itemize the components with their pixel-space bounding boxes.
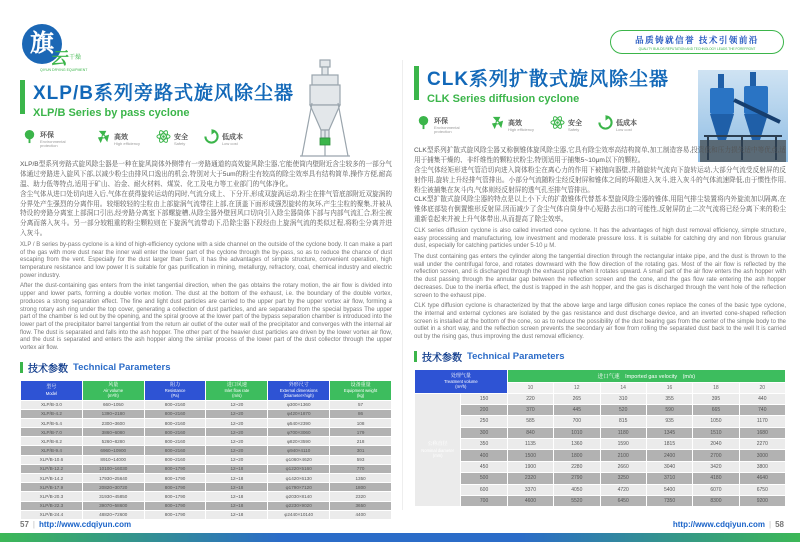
table-cell: 370	[507, 404, 553, 415]
table-cell: 12~18	[206, 510, 268, 519]
table-cell: φ420×1870	[268, 409, 330, 418]
left-features-row	[22, 126, 392, 152]
feature-label-en: Low cost	[615, 126, 632, 132]
right-page-subtitle: CLK Series diffusion cyclone	[427, 93, 580, 105]
table-row	[21, 455, 392, 464]
table-cell: 3860~6080	[82, 428, 144, 437]
feature-item	[204, 129, 243, 149]
table-cell: 12~20	[206, 409, 268, 418]
table-cell: 1180	[600, 427, 646, 438]
column-header: 风量 Air volume (m³/h)	[82, 380, 144, 400]
table-cell: 4180	[693, 473, 739, 484]
table-cell: 4640	[739, 473, 785, 484]
table-cell: XLP/B-9.4	[21, 446, 83, 455]
xlpb-spec-table	[20, 380, 392, 520]
table-cell: 2270	[739, 439, 785, 450]
table-cell: 1390~2180	[82, 409, 144, 418]
fan-icon	[96, 129, 111, 149]
table-row	[415, 473, 786, 484]
column-header: 外形尺寸 External dimensions (Diameter×high)	[268, 380, 330, 400]
diameter-cell: 350	[461, 439, 507, 450]
table-cell: 12~20	[206, 437, 268, 446]
table-cell: 9200	[739, 495, 785, 506]
table-cell: 1800	[330, 483, 392, 492]
logo-flag-icon: 旗	[22, 24, 62, 64]
atom-icon	[156, 129, 171, 149]
logo-english-text: QIYUN DRYING EQUIPMENT	[40, 68, 88, 72]
right-footer	[673, 520, 784, 529]
table-cell: 585	[507, 416, 553, 427]
company-logo	[22, 24, 142, 78]
table-cell: 265	[554, 393, 600, 404]
table-cell: XLP/B-22.3	[21, 501, 83, 510]
table-cell: φ2440×10140	[268, 510, 330, 519]
table-cell: 3370	[507, 484, 553, 495]
slogan-english: QUALITY BUILDS REPUTATION AND TECHNOLOGY LEADS THE FOREFRONT	[638, 47, 756, 51]
table-row	[415, 416, 786, 427]
feature-label-en: Safety	[567, 126, 580, 132]
table-cell: 12~18	[206, 501, 268, 510]
table-cell: 1360	[554, 439, 600, 450]
table-cell: 6960~10900	[82, 446, 144, 455]
table-cell: 700	[554, 416, 600, 427]
table-cell: XLP/B-4.2	[21, 409, 83, 418]
feature-label-en: Safety	[173, 140, 186, 146]
section-accent-bar	[20, 362, 23, 373]
feature-label-cn: 安全	[173, 133, 188, 141]
diameter-cell: 200	[461, 404, 507, 415]
table-row	[21, 446, 392, 455]
velocity-header: 进口气速 Imported gas velocity (m/s)	[507, 369, 785, 382]
fan-icon	[490, 115, 505, 135]
left-page-subtitle: XLP/B Series by pass cyclone	[33, 107, 190, 119]
table-cell: 2040	[693, 439, 739, 450]
table-cell: 355	[646, 393, 692, 404]
table-cell: 3040	[646, 461, 692, 472]
right-section-heading	[414, 349, 786, 364]
table-cell: 935	[646, 416, 692, 427]
table-cell: 800~2160	[144, 418, 206, 427]
table-cell: 1350	[330, 474, 392, 483]
quality-slogan-badge	[610, 30, 784, 54]
table-cell: 6450	[600, 495, 646, 506]
table-row	[415, 393, 786, 404]
table-cell: 12~20	[206, 455, 268, 464]
diameter-cell: 250	[461, 416, 507, 427]
table-row	[21, 510, 392, 519]
table-cell: 800~2160	[144, 455, 206, 464]
table-cell: 4720	[600, 484, 646, 495]
table-cell: 1500	[507, 450, 553, 461]
table-cell: 1815	[646, 439, 692, 450]
table-cell: 12~20	[206, 428, 268, 437]
table-cell: 1170	[739, 416, 785, 427]
table-cell: 10100~16030	[82, 464, 144, 473]
xlpb-table-head	[21, 380, 392, 400]
table-cell: 310	[600, 393, 646, 404]
table-cell: 4050	[554, 484, 600, 495]
right-body-cn-p2: 含尘气体经矩形进气管沿切向进入筒体粉尘在离心力的作用下被抛向器壁,并随旋转气流向下旋转运动,大部分气流受反射屏的反射作用,旋转上升经排气管排出。小部分气流随粉尘经反射屏和锥体之间的环隙进入灰斗,进入灰斗的气体流速降低,由于惯性作用,粉尘被捕集在灰斗内,气体则经反射屏的透气孔至排气管排出。	[414, 166, 786, 194]
velocity-value-header: 20	[739, 382, 785, 393]
table-cell: 12~20	[206, 418, 268, 427]
xlpb-table-body	[21, 400, 392, 519]
table-cell: XLP/B-7.0	[21, 428, 83, 437]
table-cell: 6750	[739, 484, 785, 495]
table-cell: XLP/B-24.4	[21, 510, 83, 519]
table-cell: 31930~45850	[82, 492, 144, 501]
table-cell: 815	[600, 416, 646, 427]
feature-item	[156, 129, 188, 149]
right-page-title: CLK系列扩散式旋风除尘器	[427, 69, 670, 90]
table-cell: 4400	[330, 510, 392, 519]
table-row	[415, 484, 786, 495]
table-cell: 800~1790	[144, 492, 206, 501]
table-cell: 5260~8280	[82, 437, 144, 446]
diameter-cell: 700	[461, 495, 507, 506]
table-cell: 108	[330, 418, 392, 427]
table-cell: XLP/B-5.4	[21, 418, 83, 427]
section-title-cn: 技术参数	[28, 363, 68, 375]
table-row	[21, 418, 392, 427]
atom-icon	[550, 115, 565, 135]
section-title-cn: 技术参数	[422, 352, 462, 364]
table-row	[21, 409, 392, 418]
table-cell: 665	[693, 404, 739, 415]
table-cell: 770	[330, 464, 392, 473]
table-cell: 2320	[507, 473, 553, 484]
table-row	[21, 483, 392, 492]
recycle-icon	[598, 115, 613, 135]
table-cell: XLP/B-10.6	[21, 455, 83, 464]
table-cell: 740	[739, 404, 785, 415]
page-divider	[402, 60, 403, 510]
feature-label-en: Environmental protection	[40, 138, 66, 148]
table-cell: 220	[507, 393, 553, 404]
slogan-chinese: 品质铸就信誉 技术引领前沿	[635, 35, 759, 45]
table-cell: 12~20	[206, 400, 268, 409]
column-header: 设备重量 Equipment weight (kg)	[330, 380, 392, 400]
right-page-number: 58	[775, 520, 784, 529]
table-cell: 800~2160	[144, 446, 206, 455]
left-body-en-p2: After the dust-containing gas enters from the inlet tangential direction, when the gas obtains the rotary motion, the air flow is divided into upper and lower parts, forming a double vortex motion. The dust at the bottom of the exhaust, i.e. the boundary of the double vortex, produces a strong separation effect. The fine and light dust particles are carried to the upper part by the upper vortex air flow, forming a strong rotary ash ring under the top cover, generating a collection of dust particles, and are separated from the special bypass The upper part of the chamber is led out by the opening, and the spiral groove at the lower part of the bypass separation chamber is introduced into the lower part of the precipitator barrel tangential from the return air outlet of the outer wall of the precipitator and converges with the internal air flow. The dust is separated and falls into the ash hopper. The other part of the heavier dust particles are driven by the lower vortex air flow, and the dust is separated and enters the ash hopper along the similar process of the lower part of the dust collector through the upper vortex air flow.	[20, 283, 392, 351]
table-cell: 1900	[507, 461, 553, 472]
table-row	[21, 474, 392, 483]
feature-label-en: High efficiency	[114, 140, 140, 146]
table-cell: 8910~14000	[82, 455, 144, 464]
table-row	[21, 400, 392, 409]
diameter-cell: 500	[461, 473, 507, 484]
diameter-cell: 600	[461, 484, 507, 495]
table-cell: 800~2160	[144, 437, 206, 446]
feature-label-cn: 低成本	[615, 119, 637, 127]
feature-label-cn: 高效	[508, 119, 522, 127]
feature-item	[490, 115, 534, 135]
table-cell: φ1060×4620	[268, 455, 330, 464]
left-footer	[20, 520, 131, 529]
tree-icon	[22, 129, 37, 149]
logo-subtext: 干燥	[69, 55, 82, 61]
table-cell: 3000	[739, 450, 785, 461]
velocity-value-header: 12	[554, 382, 600, 393]
feature-item	[598, 115, 637, 135]
velocity-value-header: 18	[693, 382, 739, 393]
right-page	[414, 64, 786, 507]
table-cell: 1345	[646, 427, 692, 438]
left-body-en-p1: XLP / B series by-pass cyclone is a kind of high-efficiency cyclone with a side channel on the outside of the cyclone body. It can make a part of the gas with more dust near the inner wall enter the lower part of the cyclone through the by-pass, so as to reduce the chance of dust escaping from the vent. Especially for the dust larger than 5um, it has the advantages of simple structure, convenient operation, high temperature resistance and low power It is suitable for gas purification in mining, metallurgy, refractory, coal, chemical industry and electric power industry.	[20, 242, 392, 279]
table-cell: 8300	[693, 495, 739, 506]
table-cell: 1680	[739, 427, 785, 438]
right-body-cn-p3: CLK型扩散式旋风除尘器的特点是以上小下大的扩散锥体代替基本型旋风除尘器的锥体,用阻气排尘装置将内外旋流加以隔离,在锥体底部装有倒置锥形反射屏,因而减少了含尘气体自筒身中心短路去出口的可能性,反射屏防止二次气流将已经分离下来的粉尘重新卷起来并被上升气体带出,从而提高了除尘效率。	[414, 196, 786, 224]
column-header: 进口风速 Inlet flow rate (m/s)	[206, 380, 268, 400]
left-section-heading	[20, 360, 392, 375]
corner-header: 处理气量 Treatment volume (m³/h)	[415, 369, 508, 393]
table-cell: 2400	[646, 450, 692, 461]
right-features-row	[416, 112, 676, 138]
bottom-accent-bar	[0, 533, 800, 542]
table-cell: 12~18	[206, 474, 268, 483]
table-cell: 2300~3600	[82, 418, 144, 427]
table-cell: 800~1790	[144, 483, 206, 492]
column-header: 阻力 Resistance (Pa)	[144, 380, 206, 400]
table-cell: 800~1790	[144, 501, 206, 510]
table-cell: XLP/B-12.2	[21, 464, 83, 473]
right-body-cn-p1: CLK型系列扩散式旋风除尘器又称倒锥体旋风除尘器,它具有除尘效率高结构简单,加工制造容易,投资低和压力损失适中等优点,适用于捕集干燥的、非纤维性的颗粒状粉尘,特别适用于捕集5~10μm以下的颗粒。	[414, 147, 786, 164]
feature-label-en: Environmental protection	[434, 124, 460, 134]
table-cell: φ2230×9020	[268, 501, 330, 510]
diameter-cell: 400	[461, 450, 507, 461]
section-title-en: Technical Parameters	[467, 350, 565, 362]
left-title-block	[20, 78, 392, 119]
table-cell: 4600	[507, 495, 553, 506]
table-cell: XLP/B-17.9	[21, 483, 83, 492]
table-cell: 1800	[554, 450, 600, 461]
feature-label-cn: 低成本	[221, 133, 243, 141]
table-cell: 301	[330, 446, 392, 455]
feature-label-cn: 安全	[567, 119, 582, 127]
table-cell: 800~2160	[144, 409, 206, 418]
table-row	[415, 427, 786, 438]
table-cell: 395	[693, 393, 739, 404]
table-row	[21, 492, 392, 501]
table-cell: 2100	[600, 450, 646, 461]
feature-label-cn: 环保	[434, 117, 448, 125]
table-cell: 7350	[646, 495, 692, 506]
velocity-value-header: 10	[507, 382, 553, 393]
left-page-title: XLP/B系列旁路式旋风除尘器	[33, 83, 294, 104]
diameter-cell: 150	[461, 393, 507, 404]
table-cell: 2280	[554, 461, 600, 472]
website-link[interactable]: http://www.cdqiyun.com	[38, 520, 132, 529]
table-cell: 5400	[646, 484, 692, 495]
table-row	[415, 450, 786, 461]
table-cell: φ940×4110	[268, 446, 330, 455]
table-cell: φ540×2390	[268, 418, 330, 427]
tree-icon	[416, 115, 431, 135]
left-page	[20, 78, 392, 520]
table-cell: XLP/B-3.0	[21, 400, 83, 409]
table-cell: XLP/B-8.2	[21, 437, 83, 446]
table-cell: 1050	[693, 416, 739, 427]
table-cell: 800~1790	[144, 474, 206, 483]
table-cell: 17930~25640	[82, 474, 144, 483]
table-cell: 12~18	[206, 483, 268, 492]
table-cell: 3650	[330, 501, 392, 510]
table-cell: 800~2160	[144, 400, 206, 409]
table-cell: φ2030×8140	[268, 492, 330, 501]
table-row	[21, 428, 392, 437]
table-cell: 86	[330, 409, 392, 418]
feature-item	[96, 129, 140, 149]
table-cell: φ820×3590	[268, 437, 330, 446]
left-body-cn-p2: 含尘气体从进口处切向进入后,气体在获得旋转运动的同时,气流分成上、下分开,形成双旋涡运动,粉尘在排气管底部附近双旋涡的分界处产生强烈的分离作用。较细较轻的尘粒由上部旋涡气流带往上部,在顶盖下面形成强烈旋转的灰环,产生尘粒的聚集,并被从特设的旁路分离室上部洞口引出,经旁路分离室下部螺旋槽,从除尘器外壁回风口切向引入除尘器筒体下部与内部气流汇合,粉尘被分离而落入灰斗。另一部分较粗重的粉尘颗粒则在下旋涡气流带动下,沿除尘器下段经由上旋涡气流的类似过程,将粉尘分离并进入灰斗。	[20, 190, 392, 238]
table-cell: 593	[330, 455, 392, 464]
table-cell: 3710	[646, 473, 692, 484]
diameter-cell: 450	[461, 461, 507, 472]
right-title-block	[414, 64, 694, 105]
table-cell: φ1220×5160	[268, 464, 330, 473]
left-page-number: 57	[20, 520, 29, 529]
table-cell: φ1420×6130	[268, 474, 330, 483]
table-cell: 39070~58600	[82, 501, 144, 510]
table-cell: 57	[330, 400, 392, 409]
table-cell: 3250	[600, 473, 646, 484]
right-body-en-p3: CLK type diffusion cyclone is characterized by that the above large and large diffusion cones replace the cones of the basic type cyclone, the internal and external cyclones are isolated by the gas resistance and dust discharge device, and an inverted cone-shaped reflection screen is installed at the bottom of the cone, so as to reduce the possibility of the dust bearing gas from the center of the simple body to the outlet in a short way, and the reflection screen prevents the secondary air flow from rolling the separated dust back to the well It is carried out by the rising gas, thus improving the dust removal efficiency.	[414, 303, 786, 340]
feature-label-en: Low cost	[221, 140, 238, 146]
table-row	[21, 464, 392, 473]
section-accent-bar	[414, 351, 417, 362]
table-cell: 179	[330, 428, 392, 437]
nominal-diameter-label: 公称直径 Nominal diameter (mm)	[415, 393, 461, 507]
table-cell: 1590	[600, 439, 646, 450]
table-cell: 800~1790	[144, 464, 206, 473]
title-accent-bar	[20, 80, 25, 114]
footer-divider: |	[769, 520, 772, 529]
recycle-icon	[204, 129, 219, 149]
table-cell: 445	[554, 404, 600, 415]
table-cell: 12~18	[206, 464, 268, 473]
table-cell: 800~1790	[144, 510, 206, 519]
left-body-cn-p1: XLP/B型系列旁路式旋风除尘器是一种在旋风筒体外侧带有一旁路通道的高效旋风除尘器,它能使筒内壁附近含尘较多的一部分气体通过旁路进入旋风下部,以减少粉尘由排风口逸出的机会,特别对大于5um的粉尘有较高的除尘效率具有结构简单,操作方便,耐高温、助力低等特点,适用于矿山、冶金、耐火材料、煤炭、化工及电力等工业部门的气体净化。	[20, 161, 392, 188]
velocity-value-header: 16	[646, 382, 692, 393]
feature-item	[416, 115, 474, 135]
table-cell: 12~20	[206, 446, 268, 455]
table-cell: 5520	[554, 495, 600, 506]
table-cell: 12~18	[206, 492, 268, 501]
table-cell: 2790	[554, 473, 600, 484]
table-cell: 840	[507, 427, 553, 438]
table-row	[415, 404, 786, 415]
table-cell: φ300×1360	[268, 400, 330, 409]
table-cell: 20820~30720	[82, 483, 144, 492]
table-cell: 3800	[739, 461, 785, 472]
table-cell: 2700	[693, 450, 739, 461]
table-cell: 800~2160	[144, 428, 206, 437]
table-row	[415, 461, 786, 472]
table-cell: 6070	[693, 484, 739, 495]
table-row	[415, 439, 786, 450]
feature-item	[550, 115, 582, 135]
right-body-en-p2: The dust containing gas enters the cylinder along the tangential direction through the rectangular intake pipe, and the dust is thrown to the wall under the centrifugal force, and rotates downward with the flow direction of the rotating gas. Most of the air flow is reflected by the reflection screen, and is discharged through the exhaust pipe when it rotates upward. A small part of the air flow enters the ash hopper with the dust passing through the annular gap between the reflection screen and the cone, and the gas flow rate entering the ash hopper decreases. Due to the inertia effect, the dust is trapped in the ash hopper, and the gas is discharged through the vent hole of the reflection screen to the exhaust pipe.	[414, 254, 786, 299]
column-header: 型号 Model	[21, 380, 83, 400]
logo-cloud-icon: 云	[50, 49, 67, 68]
title-accent-bar	[414, 66, 419, 100]
table-cell: XLP/B-20.3	[21, 492, 83, 501]
clk-table-body	[415, 393, 786, 507]
table-cell: 520	[600, 404, 646, 415]
table-cell: 440	[739, 393, 785, 404]
feature-label-en: High efficiency	[508, 126, 534, 132]
feature-label-cn: 环保	[40, 131, 54, 139]
table-cell: 3420	[693, 461, 739, 472]
right-body-en-p1: CLK series diffusion cyclone is also called inverted cone cyclone. It has the advantages of high dust removal efficiency, simple structure, easy processing and manufacturing, low investment and moderate pressure loss. It is suitable for catching dry and non fibrous granular dust, especially for catching particles under 5-10 μ M.	[414, 228, 786, 250]
clk-table-head	[415, 369, 786, 393]
table-cell: 2320	[330, 492, 392, 501]
feature-label-cn: 高效	[114, 133, 128, 141]
footer-divider: |	[32, 520, 35, 529]
table-cell: 660~1050	[82, 400, 144, 409]
website-link[interactable]: http://www.cdqiyun.com	[672, 520, 766, 529]
velocity-value-header: 14	[600, 382, 646, 393]
table-cell: 1510	[693, 427, 739, 438]
clk-spec-table	[414, 369, 786, 508]
table-row	[415, 495, 786, 506]
diameter-cell: 300	[461, 427, 507, 438]
table-row	[21, 501, 392, 510]
table-cell: 1010	[554, 427, 600, 438]
table-cell: φ1790×7120	[268, 483, 330, 492]
table-row	[21, 437, 392, 446]
table-cell: 218	[330, 437, 392, 446]
section-title-en: Technical Parameters	[73, 361, 171, 373]
table-cell: XLP/B-14.2	[21, 474, 83, 483]
table-cell: 1135	[507, 439, 553, 450]
table-cell: 48820~72600	[82, 510, 144, 519]
table-cell: 2660	[600, 461, 646, 472]
table-cell: φ700×3060	[268, 428, 330, 437]
feature-item	[22, 129, 80, 149]
table-cell: 590	[646, 404, 692, 415]
